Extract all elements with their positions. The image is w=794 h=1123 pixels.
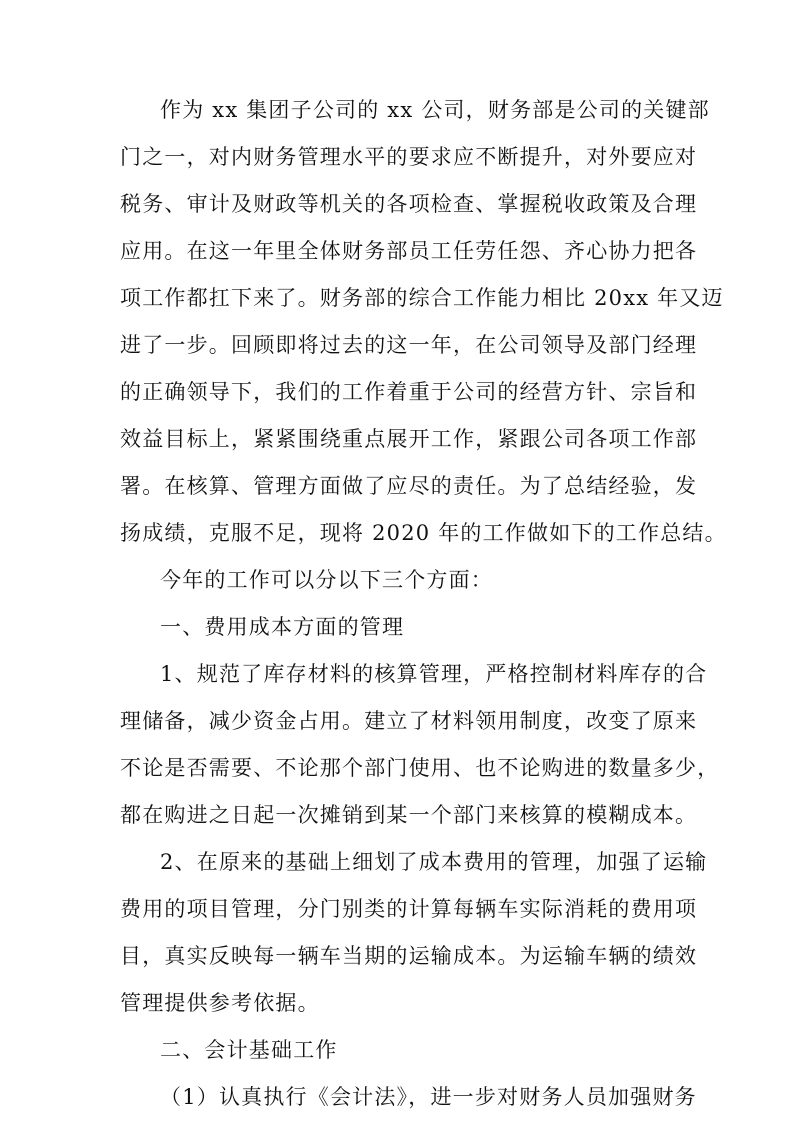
section-heading: 一、费用成本方面的管理 <box>160 615 405 639</box>
section-heading: 二、会计基础工作 <box>160 1038 338 1062</box>
paragraph-line: 进了一步。回顾即将过去的这一年，在公司领导及部门经理 <box>120 333 698 357</box>
paragraph-line: 应用。在这一年里全体财务部员工任劳任怨、齐心协力把各 <box>120 239 698 263</box>
paragraph-line: 扬成绩，克服不足，现将 2020 年的工作做如下的工作总结。 <box>120 521 727 545</box>
paragraph-line: 都在购进之日起一次摊销到某一个部门来核算的模糊成本。 <box>120 803 698 827</box>
paragraph-line: 1、规范了库存材料的核算管理，严格控制材料库存的合 <box>160 662 708 686</box>
paragraph-line: 作为 xx 集团子公司的 xx 公司，财务部是公司的关键部 <box>160 98 710 122</box>
paragraph-line: 目，真实反映每一辆车当期的运输成本。为运输车辆的绩效 <box>120 944 698 968</box>
paragraph-line: 税务、审计及财政等机关的各项检查、掌握税收政策及合理 <box>120 192 698 216</box>
paragraph-line: 的正确领导下，我们的工作着重于公司的经营方针、宗旨和 <box>120 380 698 404</box>
paragraph-line: 署。在核算、管理方面做了应尽的责任。为了总结经验，发 <box>120 474 698 498</box>
paragraph-line: 费用的项目管理，分门别类的计算每辆车实际消耗的费用项 <box>120 897 698 921</box>
paragraph-line: 效益目标上，紧紧围绕重点展开工作，紧跟公司各项工作部 <box>120 427 698 451</box>
paragraph-line: 管理提供参考依据。 <box>120 991 320 1015</box>
section-intro: 今年的工作可以分以下三个方面： <box>160 568 493 592</box>
paragraph-line: 不论是否需要、不论那个部门使用、也不论购进的数量多少， <box>120 756 720 780</box>
paragraph-line: 门之一，对内财务管理水平的要求应不断提升，对外要应对 <box>120 145 698 169</box>
paragraph-line: 2、在原来的基础上细划了成本费用的管理，加强了运输 <box>160 850 708 874</box>
paragraph-line: 理储备，减少资金占用。建立了材料领用制度，改变了原来 <box>120 709 698 733</box>
paragraph-line: （1）认真执行《会计法》，进一步对财务人员加强财务 <box>160 1085 697 1109</box>
paragraph-line: 项工作都扛下来了。财务部的综合工作能力相比 20xx 年又迈 <box>120 286 724 310</box>
